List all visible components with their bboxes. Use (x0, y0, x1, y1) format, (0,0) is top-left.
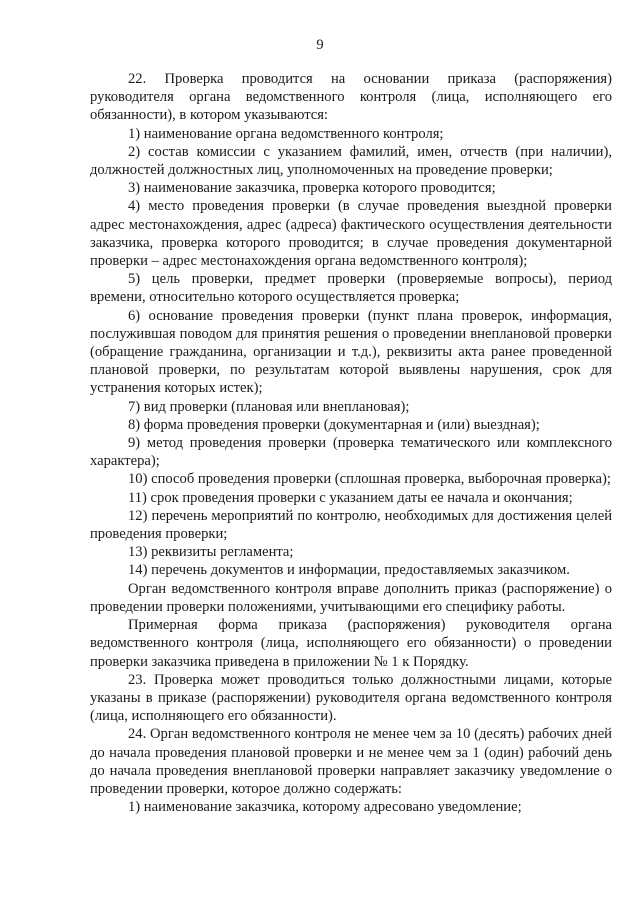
list-item-7: 7) вид проверки (плановая или внеплановая); (128, 398, 410, 415)
page-number: 9 (316, 37, 324, 53)
paragraph-24: 24. Орган ведомственного контроля не менее чем за 10 (десять) рабочих дней до начала проведения плановой проверки и не менее чем за 1 (один) рабочий день до начала проведения внеплановой проверки направляет заказчику уведомление о проведении проверки, которое должно содержать: (90, 726, 612, 797)
paragraph-24-item-1: 1) наименование заказчика, которому адресовано уведомление; (128, 799, 522, 816)
list-item-2: 2) состав комиссии с указанием фамилий, имен, отчеств (при наличии), должностей должностных лиц, уполномоченных на проведение проверки; (90, 143, 612, 179)
paragraph-23: 23. Проверка может проводиться только должностными лицами, которые указаны в приказе (распоряжении) руководителя органа ведомственного контроля (лица, исполняющего его обязанности). (90, 671, 612, 725)
list-item-5: 5) цель проверки, предмет проверки (проверяемые вопросы), период времени, относительно которого осуществляется проверка; (90, 271, 612, 306)
list-item-14: 14) перечень документов и информации, предоставляемых заказчиком. (128, 562, 570, 579)
list-item-13: 13) реквизиты регламента; (128, 544, 294, 561)
list-item-8: 8) форма проведения проверки (документарная и (или) выездная); (128, 416, 540, 433)
list-item-11: 11) срок проведения проверки с указанием даты ее начала и окончания; (128, 489, 573, 506)
list-item-9: 9) метод проведения проверки (проверка тематического или комплексного характера); (90, 435, 612, 470)
list-item-3: 3) наименование заказчика, проверка которого проводится; (128, 180, 496, 197)
list-item-12: 12) перечень мероприятий по контролю, необходимых для достижения целей проведения проверки; (90, 507, 612, 543)
paragraph-supplement: Орган ведомственного контроля вправе дополнить приказ (распоряжение) о проведении проверки положениями, учитывающими его специфику работы. (90, 580, 612, 615)
paragraph-22-intro: 22. Проверка проводится на основании приказа (распоряжения) руководителя органа ведомственного контроля (лица, исполняющего его обязанности), в котором указываются: (90, 71, 612, 124)
list-item-10: 10) способ проведения проверки (сплошная проверка, выборочная проверка); (128, 471, 611, 488)
document-body (90, 70, 612, 816)
list-item-1: 1) наименование органа ведомственного контроля; (128, 125, 444, 142)
list-item-4: 4) место проведения проверки (в случае проведения выездной проверки адрес местонахождения, адрес (адреса) фактического осуществления деятельности заказчика, проверка которого проводится; в случае проведения документарной проверки – адрес местонахождения органа ведомственного контроля); (90, 198, 612, 270)
list-item-6: 6) основание проведения проверки (пункт плана проверок, информация, послужившая поводом для принятия решения о проведении внеплановой проверки (обращение гражданина, организации и т.д.), реквизиты акта ранее проведенной плановой проверки, по результатам которой выявлены нарушения, срок для устранения которых истек); (90, 307, 612, 397)
paragraph-sample-form: Примерная форма приказа (распоряжения) руководителя органа ведомственного контроля (лица, исполняющего его обязанности) о проведении проверки заказчика приведена в приложении № 1 к Порядку. (90, 617, 612, 670)
